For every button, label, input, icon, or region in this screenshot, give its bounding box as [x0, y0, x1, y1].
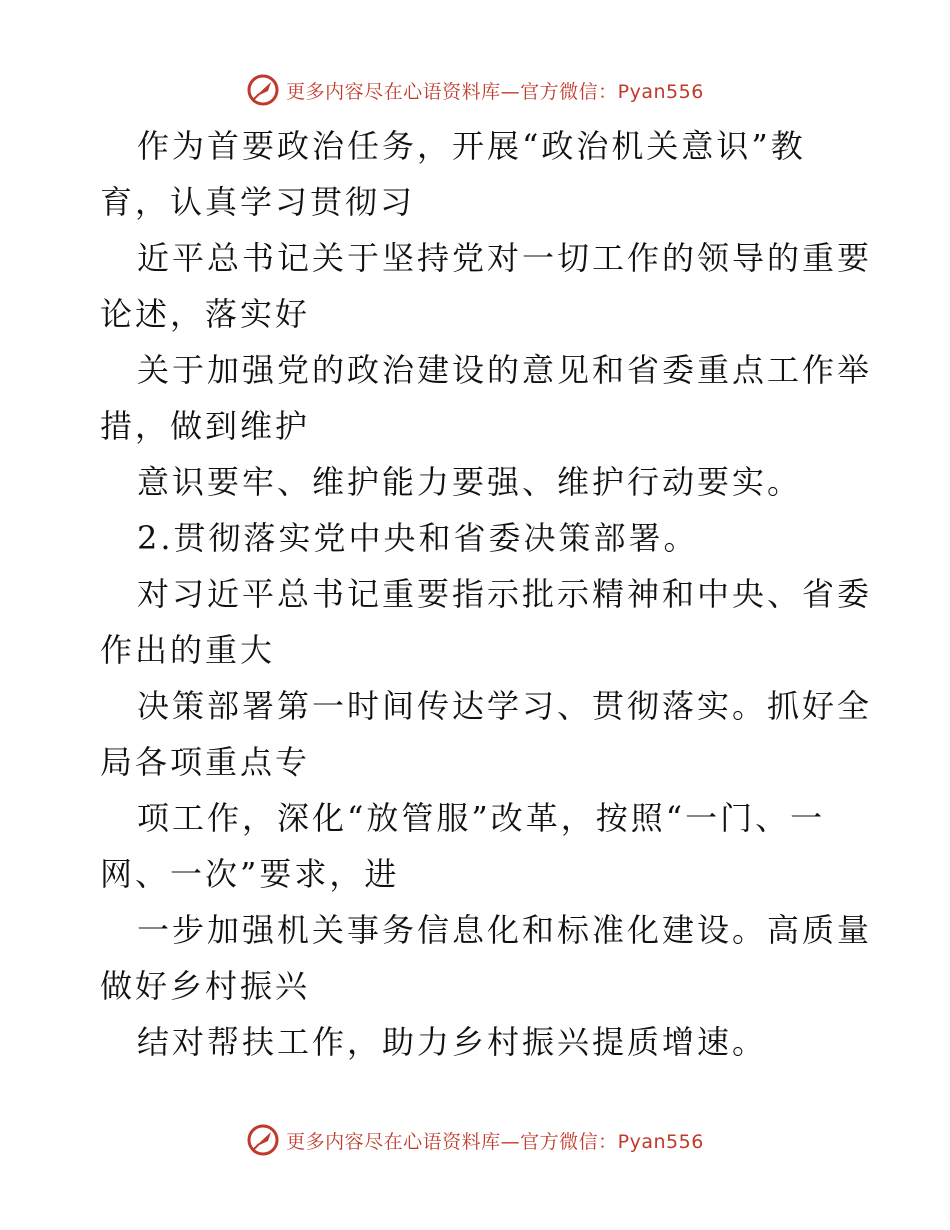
text-line: 项工作，深化“放管服”改革，按照“一门、一 [137, 799, 826, 837]
header-banner-text: 更多内容尽在心语资料库—官方微信：Pyan556 [286, 80, 704, 103]
text-line: 育，认真学习贯彻习 [100, 183, 416, 221]
quill-seal-icon [246, 1123, 280, 1157]
text-line: 局各项重点专 [100, 743, 311, 781]
footer-banner [0, 1120, 950, 1160]
text-line: 关于加强党的政治建设的意见和省委重点工作举 [137, 351, 873, 389]
text-line: 2.贯彻落实党中央和省委决策部署。 [137, 519, 699, 557]
text-line: 措，做到维护 [100, 407, 311, 445]
text-line: 作出的重大 [100, 631, 276, 669]
text-line: 对习近平总书记重要指示批示精神和中央、省委 [137, 575, 873, 613]
text-line: 结对帮扶工作，助力乡村振兴提质增速。 [137, 1023, 768, 1061]
text-line: 意识要牢、维护能力要强、维护行动要实。 [137, 463, 803, 501]
footer-banner-text: 更多内容尽在心语资料库—官方微信：Pyan556 [286, 1130, 704, 1153]
text-line: 网、一次”要求，进 [100, 855, 400, 893]
quill-seal-icon [246, 73, 280, 107]
header-banner [0, 70, 950, 110]
text-line: 近平总书记关于坚持党对一切工作的领导的重要 [137, 239, 873, 277]
text-line: 作为首要政治任务，开展“政治机关意识”教 [137, 127, 806, 165]
text-line: 决策部署第一时间传达学习、贯彻落实。抓好全 [137, 687, 873, 725]
document-body [100, 118, 873, 1070]
text-line: 论述，落实好 [100, 295, 311, 333]
text-line: 做好乡村振兴 [100, 967, 311, 1005]
text-line: 一步加强机关事务信息化和标准化建设。高质量 [137, 911, 873, 949]
